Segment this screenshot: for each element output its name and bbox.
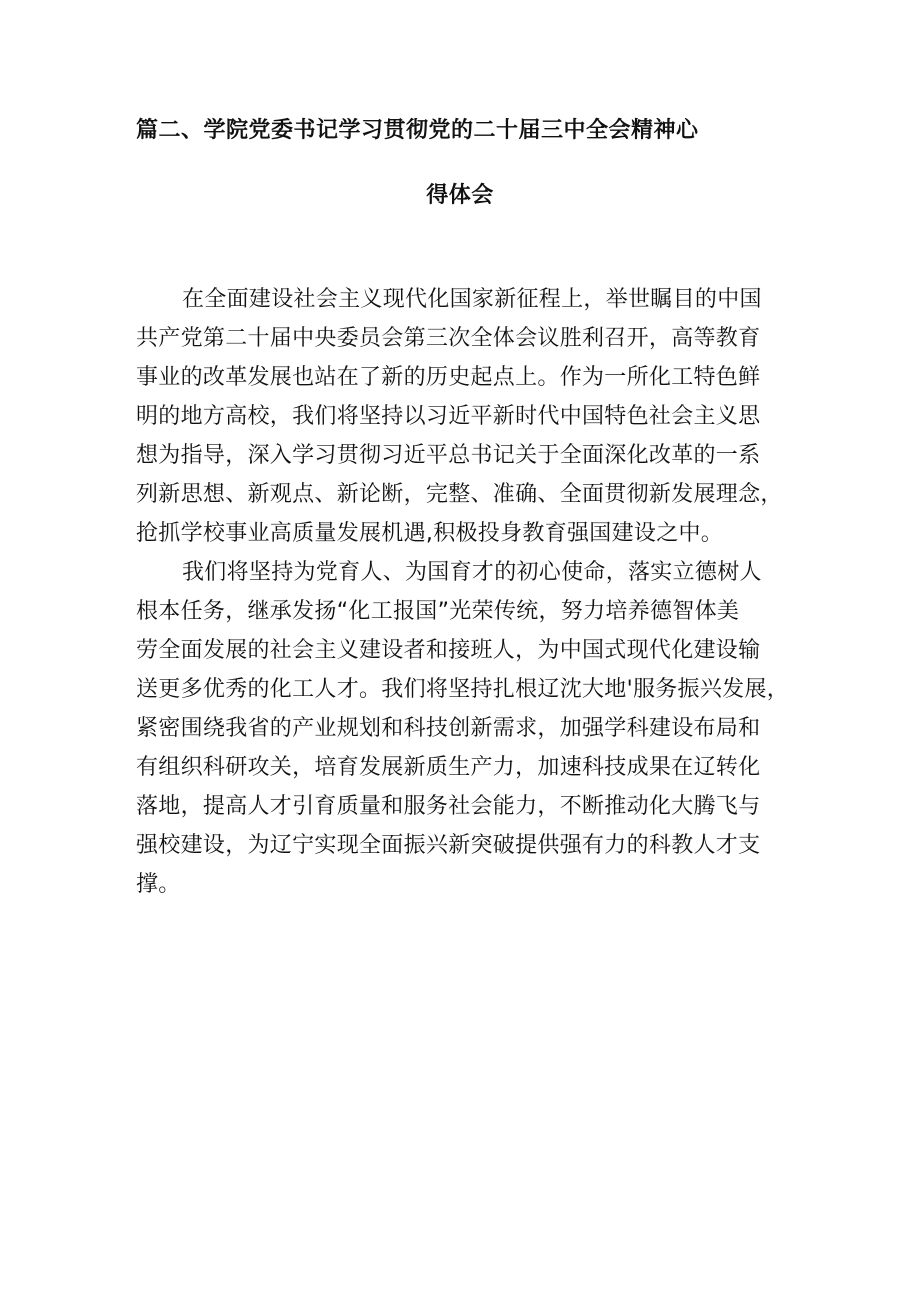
paragraph-1-line: 想为指导，深入学习贯彻习近平总书记关于全面深化改革的一系 [136,443,761,468]
paragraph-2-line: 撑。 [136,872,181,897]
paragraph-2-line: 强校建设，为辽宁实现全面振兴新突破提供强有力的科教人才支 [136,833,761,858]
paragraph-2-line: 送更多优秀的化工人才。我们将坚持扎根辽沈大地'服务振兴发展， [136,677,790,702]
paragraph-2-line: 根本任务，继承发扬“化工报国”光荣传统，努力培养德智体美 [136,599,740,624]
paragraph-1-line: 明的地方高校，我们将坚持以习近平新时代中国特色社会主义思 [136,404,761,429]
document-title-line-1: 篇二、学院党委书记学习贯彻党的二十届三中全会精神心 [136,118,699,143]
document-title-line-2: 得体会 [426,183,494,208]
paragraph-2-line: 落地，提高人才引育质量和服务社会能力，不断推动化大腾飞与 [136,794,761,819]
document-body [136,280,796,904]
paragraph-2-line: 有组织科研攻关，培育发展新质生产力，加速科技成果在辽转化 [136,755,761,780]
paragraph-1-line: 抢抓学校事业高质量发展机遇,积极投身教育强国建设之中。 [136,521,724,546]
paragraph-1-line: 事业的改革发展也站在了新的历史起点上。作为一所化工特色鲜 [136,365,761,390]
paragraph-2-line: 紧密围绕我省的产业规划和科技创新需求，加强学科建设布局和 [136,716,761,741]
paragraph-1-line: 列新思想、新观点、新论断，完整、准确、全面贯彻新发展理念， [136,482,783,507]
paragraph-2-line: 劳全面发展的社会主义建设者和接班人，为中国式现代化建设输 [136,638,761,663]
paragraph-2-line: 我们将坚持为党育人、为国育才的初心使命，落实立德树人 [182,560,762,585]
paragraph-1-line: 共产党第二十届中央委员会第三次全体会议胜利召开，高等教育 [136,326,761,351]
paragraph-1-line: 在全面建设社会主义现代化国家新征程上，举世瞩目的中国 [182,287,762,312]
